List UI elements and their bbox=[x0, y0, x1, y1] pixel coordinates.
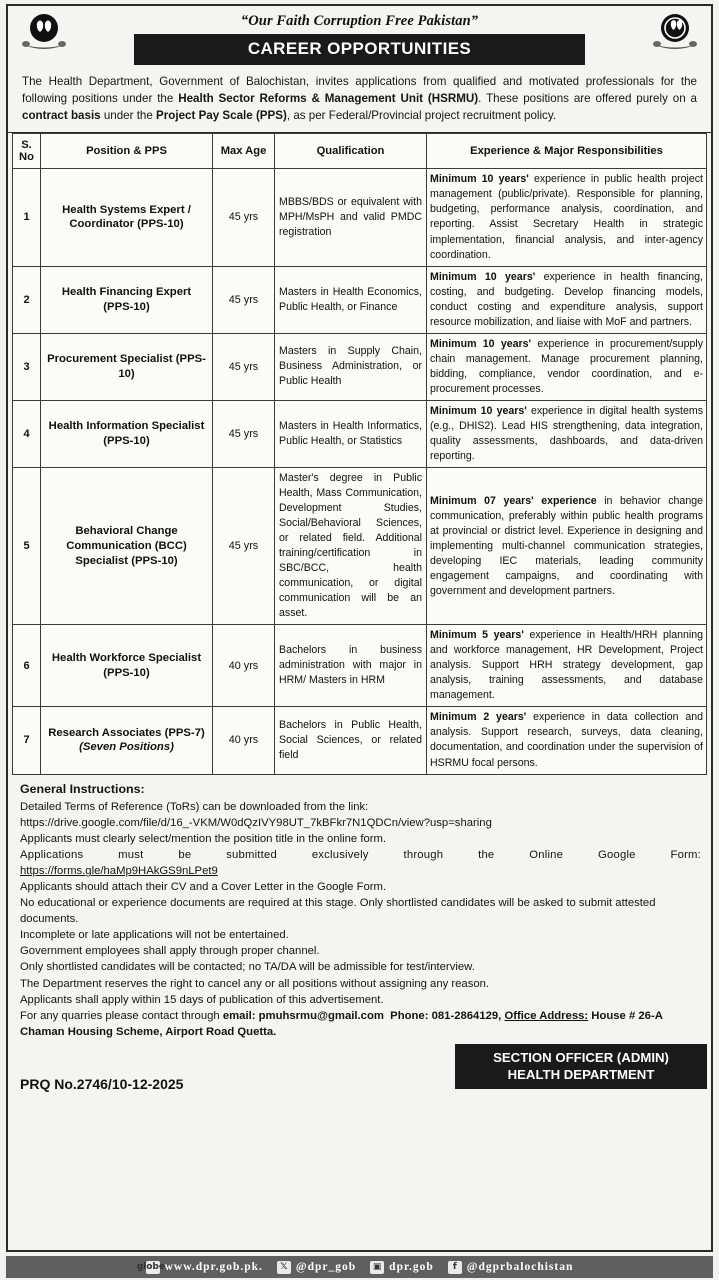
instructions-title: General Instructions: bbox=[20, 781, 145, 796]
position-title: Health Workforce Specialist (PPS-10) bbox=[51, 651, 202, 679]
table-row bbox=[13, 625, 707, 707]
experience-minimum: Minimum 07 years' experience bbox=[430, 494, 597, 507]
cell-experience bbox=[427, 467, 707, 624]
google-form-link[interactable]: https://forms.gle/haMp9HAkGS9nLPet9 bbox=[20, 865, 218, 878]
cell-position bbox=[41, 707, 213, 774]
intro-part-1: The Health Department, Government of Balochistan, invites applications from qualified and motivated professionals for the following positions under the bbox=[22, 75, 697, 105]
position-count-note: (Seven Positions) bbox=[79, 741, 174, 754]
footer-website-label: www.dpr.gob.pk. bbox=[164, 1261, 263, 1273]
cell-sno: 7 bbox=[13, 707, 41, 774]
tor-link[interactable]: https://drive.google.com/file/d/16_-VKM/W0dQzIVY98UT_7kBFkr7N1QDCn/view?usp=sharing bbox=[20, 817, 492, 830]
cell-qualification: Master's degree in Public Health, Mass Communication, Development Studies, Social/Behavioral Sciences, or related field. Additional training/certification in SBC/BCC, health communication, or digital communication will be an asset. bbox=[275, 467, 427, 624]
footer-instagram-label: dpr.gob bbox=[389, 1261, 434, 1273]
table-row bbox=[13, 467, 707, 624]
table-row bbox=[13, 266, 707, 333]
cell-qualification: Masters in Health Informatics, Public Health, or Statistics bbox=[275, 400, 427, 467]
instagram-icon: ▣ bbox=[370, 1261, 384, 1274]
cell-position bbox=[41, 625, 213, 707]
position-title: Research Associates (PPS-7) bbox=[48, 726, 205, 739]
cell-max-age: 45 yrs bbox=[213, 400, 275, 467]
col-header-position: Position & PPS bbox=[41, 134, 213, 169]
experience-minimum: Minimum 10 years' bbox=[430, 404, 527, 417]
intro-part-2: . These positions are offered purely on a bbox=[478, 91, 697, 105]
position-title: Health Financing Expert (PPS-10) bbox=[61, 285, 192, 313]
experience-minimum: Minimum 2 years' bbox=[430, 711, 527, 724]
footer-website-item[interactable] bbox=[136, 1261, 263, 1274]
intro-bold-pps: Project Pay Scale (PPS) bbox=[156, 108, 287, 122]
jobs-table bbox=[12, 133, 707, 774]
instruction-line-7: Government employees shall apply through proper channel. bbox=[20, 945, 320, 958]
intro-paragraph bbox=[12, 69, 707, 130]
position-title: Health Information Specialist (PPS-10) bbox=[48, 419, 205, 447]
cell-max-age: 40 yrs bbox=[213, 707, 275, 774]
cell-experience bbox=[427, 333, 707, 400]
cell-sno: 1 bbox=[13, 169, 41, 266]
cell-qualification: MBBS/BDS or equivalent with MPH/MsPH and valid PMDC registration bbox=[275, 169, 427, 266]
col-header-maxage: Max Age bbox=[213, 134, 275, 169]
instruction-line-5: No educational or experience documents are required at this stage. Only shortlisted candidates will be asked to submit attested documents. bbox=[20, 897, 656, 926]
table-header-row bbox=[13, 134, 707, 169]
health-department-emblem-icon bbox=[649, 11, 701, 59]
experience-description: experience in data collection and analysis. Support research, surveys, data cleaning, documentation, and coordination under the supervision of HSRMU focal persons. bbox=[430, 711, 704, 769]
footer-instagram-item[interactable] bbox=[370, 1261, 434, 1274]
position-title: Procurement Specialist (PPS-10) bbox=[47, 352, 206, 380]
experience-minimum: Minimum 10 years' bbox=[430, 270, 536, 283]
general-instructions bbox=[8, 775, 711, 1042]
intro-bold-contract: contract basis bbox=[22, 108, 101, 122]
issuing-officer-box bbox=[455, 1044, 707, 1089]
contact-address: House # 26-A Chaman Housing Scheme, Airport Road Quetta. bbox=[20, 1009, 663, 1038]
slogan: “Our Faith Corruption Free Pakistan” bbox=[240, 13, 479, 29]
experience-minimum: Minimum 10 years' bbox=[430, 337, 532, 350]
cell-position bbox=[41, 333, 213, 400]
experience-description: experience in public health project management (public/private). Responsible for planning, budgeting, performance analysis, coordination, and reporting. Assist Secretary Health in strategic implementation, financial analysis, and inter-agency coordination. bbox=[430, 173, 703, 261]
twitter-icon: 𝕏 bbox=[277, 1261, 291, 1274]
cell-max-age: 45 yrs bbox=[213, 333, 275, 400]
col-header-qualification: Qualification bbox=[275, 134, 427, 169]
officer-title: SECTION OFFICER (ADMIN) bbox=[493, 1049, 669, 1065]
cell-experience bbox=[427, 266, 707, 333]
cell-sno: 3 bbox=[13, 333, 41, 400]
table-row bbox=[13, 707, 707, 774]
cell-max-age: 40 yrs bbox=[213, 625, 275, 707]
instruction-line-6: Incomplete or late applications will not be entertained. bbox=[20, 929, 289, 942]
experience-description: experience in procurement/supply chain management. Manage procurement planning, bidding, compliance, vendor coordination, and e-procurement processes. bbox=[430, 337, 703, 395]
instruction-line-1: Detailed Terms of Reference (ToRs) can be downloaded from the link: bbox=[20, 801, 369, 814]
header bbox=[8, 6, 711, 133]
jobs-table-container bbox=[8, 133, 711, 774]
cell-qualification: Bachelors in Public Health, Social Sciences, or related field bbox=[275, 707, 427, 774]
instruction-line-9: The Department reserves the right to cancel any or all positions without assigning any reason. bbox=[20, 977, 490, 990]
footer-social-bar bbox=[6, 1256, 713, 1278]
career-opportunities-banner: CAREER OPPORTUNITIES bbox=[134, 34, 585, 65]
balochistan-government-emblem-icon bbox=[18, 11, 70, 59]
intro-bold-hsrmu: Health Sector Reforms & Management Unit (HSRMU) bbox=[178, 91, 479, 105]
cell-experience bbox=[427, 707, 707, 774]
table-row bbox=[13, 333, 707, 400]
footer-facebook-item[interactable] bbox=[448, 1261, 574, 1274]
contact-phone: Phone: 081-2864129, bbox=[390, 1009, 502, 1022]
cell-position bbox=[41, 266, 213, 333]
footer-twitter-label: @dpr_gob bbox=[295, 1261, 357, 1273]
experience-description: in behavior change communication, preferably within public health programs at provincial or district level. Experience in designing and implementing multi-channel communication strategies, developing IEC materials, leading community engagement campaigns, and coordinating with government and development partners. bbox=[430, 494, 703, 597]
advertisement-frame bbox=[6, 4, 713, 1252]
contact-prefix: For any quarries please contact through bbox=[20, 1009, 223, 1022]
position-title: Health Systems Expert / Coordinator (PPS-10) bbox=[62, 203, 191, 231]
experience-description: experience in digital health systems (e.g., DHIS2). Lead HIS strengthening, data integration, quality assessments, dashboards, and data-driven reporting. bbox=[430, 404, 704, 462]
cell-sno: 6 bbox=[13, 625, 41, 707]
table-row bbox=[13, 169, 707, 266]
prq-number: PRQ No.2746/10-12-2025 bbox=[20, 1075, 184, 1092]
jobs-table-body bbox=[13, 169, 707, 774]
officer-department: HEALTH DEPARTMENT bbox=[507, 1066, 655, 1082]
cell-experience bbox=[427, 400, 707, 467]
cell-experience bbox=[427, 625, 707, 707]
cell-sno: 5 bbox=[13, 467, 41, 624]
footer-twitter-item[interactable] bbox=[277, 1261, 356, 1274]
cell-qualification: Masters in Supply Chain, Business Administration, or Public Health bbox=[275, 333, 427, 400]
col-header-sno: S. No bbox=[13, 134, 41, 169]
instruction-line-4: Applicants should attach their CV and a Cover Letter in the Google Form. bbox=[20, 881, 387, 894]
position-title: Behavioral Change Communication (BCC) Specialist (PPS-10) bbox=[66, 524, 187, 567]
instruction-line-2: Applicants must clearly select/mention the position title in the online form. bbox=[20, 833, 387, 846]
instruction-line-8: Only shortlisted candidates will be contacted; no TA/DA will be admissible for test/interview. bbox=[20, 961, 475, 974]
cell-max-age: 45 yrs bbox=[213, 266, 275, 333]
experience-minimum: Minimum 5 years' bbox=[430, 629, 524, 642]
cell-qualification: Masters in Health Economics, Public Health, or Finance bbox=[275, 266, 427, 333]
cell-qualification: Bachelors in business administration with major in HRM/ Masters in HRM bbox=[275, 625, 427, 707]
signoff-section bbox=[8, 1044, 711, 1096]
cell-experience bbox=[427, 169, 707, 266]
cell-max-age: 45 yrs bbox=[213, 467, 275, 624]
cell-sno: 2 bbox=[13, 266, 41, 333]
intro-part-3: under the bbox=[100, 108, 157, 122]
table-row bbox=[13, 400, 707, 467]
contact-office-label: Office Address: bbox=[504, 1009, 589, 1022]
contact-line bbox=[20, 1008, 701, 1040]
contact-email[interactable]: email: pmuhsrmu@gmail.com bbox=[222, 1009, 384, 1022]
intro-part-4: , as per Federal/Provincial project recruitment policy. bbox=[286, 108, 556, 122]
experience-description: experience in health financing, costing, and budgeting. Develop financing models, conduct costing and expenditure analysis, support resource mobilization, and liaise with MoF and partners. bbox=[430, 270, 703, 328]
col-header-experience: Experience & Major Responsibilities bbox=[427, 134, 707, 169]
cell-position bbox=[41, 400, 213, 467]
globe-icon: globe; bbox=[136, 1262, 169, 1272]
facebook-icon: f bbox=[448, 1261, 462, 1274]
instruction-line-3: Applications must be submitted exclusively through the Online Google Form: bbox=[20, 849, 701, 862]
footer-facebook-label: @dgprbalochistan bbox=[466, 1261, 574, 1273]
experience-description: experience in Health/HRH planning and workforce management, HR Development, Project analysis. Support HRH strategy development, gap analysis, training assessments, and database management. bbox=[430, 629, 704, 702]
instruction-line-10: Applicants shall apply within 15 days of publication of this advertisement. bbox=[20, 993, 384, 1006]
experience-minimum: Minimum 10 years' bbox=[430, 173, 529, 186]
cell-position bbox=[41, 169, 213, 266]
cell-sno: 4 bbox=[13, 400, 41, 467]
cell-max-age: 45 yrs bbox=[213, 169, 275, 266]
cell-position bbox=[41, 467, 213, 624]
